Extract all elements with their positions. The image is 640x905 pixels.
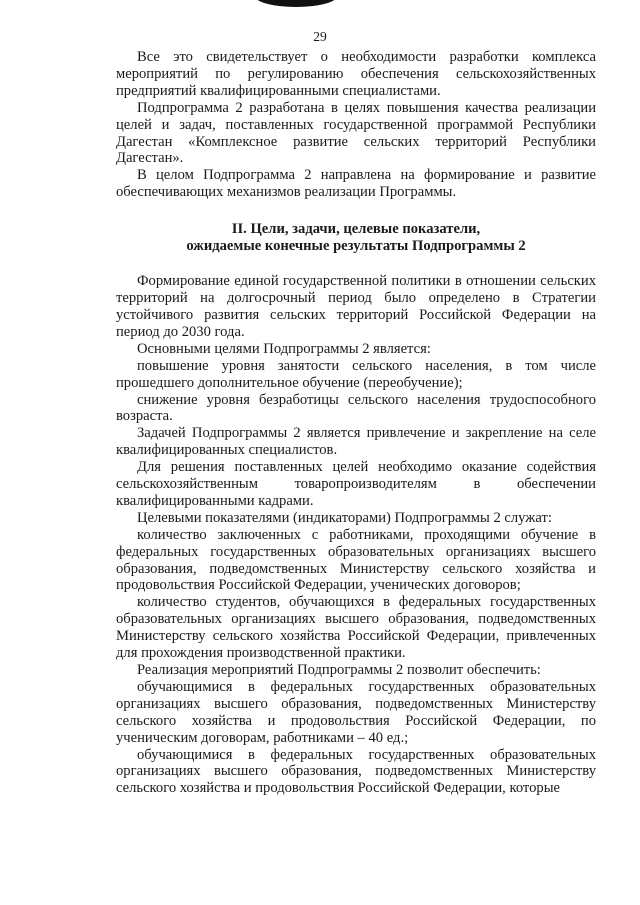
paragraph: Задачей Подпрограммы 2 является привлечение и закрепление на селе квалифицированных специалистов. [116, 425, 596, 459]
section-heading-line: ожидаемые конечные результаты Подпрограммы 2 [186, 238, 526, 255]
page-body [116, 49, 596, 797]
paragraph: Реализация мероприятий Подпрограммы 2 позволит обеспечить: [137, 662, 541, 678]
paragraph: В целом Подпрограмма 2 направлена на формирование и развитие обеспечивающих механизмов реализации Программы. [116, 167, 596, 201]
paragraph: Подпрограмма 2 разработана в целях повышения качества реализации целей и задач, поставленных государственной программой Республики Дагестан «Комплексное развитие сельских территорий Республики Дагестан». [116, 99, 596, 167]
paragraph: обучающимися в федеральных государственных образовательных организациях высшего образования, подведомственных Министерству сельского хозяйства и продовольствия Российской Федерации, по ученическим договорам, работниками – 40 ед.; [116, 678, 596, 746]
intro-section [116, 49, 596, 201]
paragraph: Все это свидетельствует о необходимости разработки комплекса мероприятий по регулированию обеспечения сельскохозяйственных предприятий квалифицированными специалистами. [116, 49, 596, 99]
paragraph: количество заключенных с работниками, проходящими обучение в федеральных государственных образовательных организациях высшего образования, подведомственных Министерству сельского хозяйства и продовольствия Российской Федерации, ученических договоров; [116, 526, 596, 594]
paragraph: количество студентов, обучающихся в федеральных государственных образовательных организациях высшего образования, подведомственных Министерству сельского хозяйства Российской Федерации, привлеченных для прохождения производственной практики. [116, 594, 596, 662]
paragraph: снижение уровня безработицы сельского населения трудоспособного возраста. [116, 391, 596, 425]
paragraph: обучающимися в федеральных государственных образовательных организациях высшего образования, подведомственных Министерству сельского хозяйства и продовольствия Российской Федерации, которые [116, 746, 596, 797]
paragraph: повышение уровня занятости сельского населения, в том числе прошедшего дополнительное обучение (переобучение); [116, 357, 596, 391]
section-heading [116, 221, 596, 255]
section-heading-line: II. Цели, задачи, целевые показатели, [231, 221, 481, 238]
paragraph: Формирование единой государственной политики в отношении сельских территорий на долгосрочный период было определено в Стратегии устойчивого развития сельских территорий Российской Федерации на период до 2030 года. [116, 273, 596, 340]
paragraph: Для решения поставленных целей необходимо оказание содействия сельскохозяйственным товаропроизводителям в обеспечении квалифицированными кадрами. [116, 459, 596, 509]
goals-section [116, 273, 596, 797]
paragraph: Основными целями Подпрограммы 2 является: [137, 340, 431, 357]
page-number: 29 [313, 29, 327, 44]
paragraph: Целевыми показателями (индикаторами) Подпрограммы 2 служат: [137, 509, 552, 526]
scan-artifact [255, 0, 337, 7]
